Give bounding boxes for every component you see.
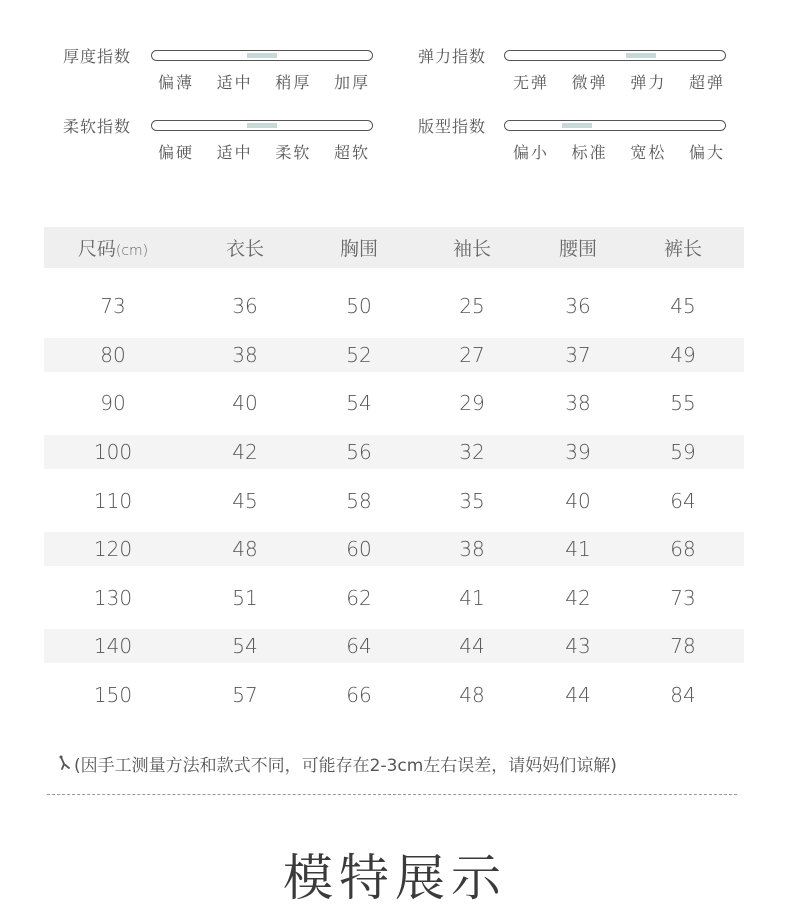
table-cell: 64: [670, 488, 696, 513]
table-cell: 25: [459, 294, 485, 319]
cell-size: 130: [93, 585, 133, 610]
measurement-note: [58, 751, 617, 776]
index-label: 弹力指数: [418, 47, 487, 66]
index-levels: [158, 140, 370, 163]
cell-size: 100: [93, 440, 133, 465]
header-size: [44, 234, 182, 261]
index-label: 厚度指数: [63, 47, 132, 66]
index-softness: [63, 114, 383, 164]
table-cell: 44: [565, 683, 591, 708]
header-col: 袖长: [452, 238, 491, 260]
table-cell: 29: [459, 391, 485, 416]
index-marker: [562, 123, 592, 128]
table-cell: 51: [232, 585, 258, 610]
index-level: 超软: [333, 143, 370, 162]
header-size-unit: (cm): [115, 243, 149, 259]
index-levels: [158, 70, 370, 93]
index-level: 适中: [216, 143, 253, 162]
table-cell: 78: [670, 634, 696, 659]
cell-size: 150: [93, 683, 133, 708]
table-cell: 49: [670, 342, 696, 367]
table-cell: 45: [232, 488, 258, 513]
index-bar: [504, 50, 726, 61]
table-cell: 27: [459, 342, 485, 367]
cell-size: 120: [93, 537, 133, 562]
index-label: 版型指数: [418, 117, 487, 136]
table-cell: 35: [459, 488, 485, 513]
ruler-hand-icon: [58, 755, 74, 776]
index-level: 宽松: [630, 143, 667, 162]
table-row: [44, 629, 744, 663]
index-level: 柔软: [275, 143, 312, 162]
table-cell: 56: [346, 440, 372, 465]
table-cell: 44: [459, 634, 485, 659]
table-row: [44, 435, 744, 469]
table-cell: 52: [346, 342, 372, 367]
index-bar: [151, 50, 373, 61]
table-cell: 54: [346, 391, 372, 416]
index-level: 超弹: [688, 73, 725, 92]
section-title: 模特展示: [283, 849, 507, 907]
table-cell: 41: [565, 537, 591, 562]
index-elasticity: [418, 44, 738, 94]
table-row: [44, 574, 744, 623]
table-cell: 48: [459, 683, 485, 708]
table-cell: 40: [565, 488, 591, 513]
table-cell: 36: [565, 294, 591, 319]
index-levels: [513, 70, 725, 93]
table-row: [44, 476, 744, 525]
index-thickness: [63, 44, 383, 94]
index-levels: [513, 140, 725, 163]
table-cell: 38: [565, 391, 591, 416]
header-col: 衣长: [225, 238, 264, 260]
table-cell: 58: [346, 488, 372, 513]
table-row: [44, 379, 744, 428]
note-text: (因手工测量方法和款式不同，可能存在2-3cm左右误差，请妈妈们谅解): [74, 756, 617, 776]
table-row: [44, 338, 744, 372]
table-cell: 68: [670, 537, 696, 562]
cell-size: 80: [100, 342, 126, 367]
header-col: 腰围: [558, 238, 597, 260]
table-cell: 55: [670, 391, 696, 416]
table-cell: 38: [232, 342, 258, 367]
index-level: 弹力: [630, 73, 667, 92]
table-cell: 36: [232, 294, 258, 319]
cell-size: 140: [93, 634, 133, 659]
table-cell: 60: [346, 537, 372, 562]
index-level: 稍厚: [275, 73, 312, 92]
index-level: 适中: [216, 73, 253, 92]
cell-size: 110: [93, 488, 133, 513]
header-col: 胸围: [339, 238, 378, 260]
table-cell: 50: [346, 294, 372, 319]
table-cell: 32: [459, 440, 485, 465]
table-cell: 37: [565, 342, 591, 367]
table-cell: 57: [232, 683, 258, 708]
index-level: 标准: [571, 143, 608, 162]
table-cell: 62: [346, 585, 372, 610]
cell-size: 90: [100, 391, 126, 416]
table-cell: 38: [459, 537, 485, 562]
table-cell: 42: [232, 440, 258, 465]
table-cell: 42: [565, 585, 591, 610]
cell-size: 73: [100, 294, 126, 319]
table-cell: 84: [670, 683, 696, 708]
table-body: [44, 282, 744, 719]
index-level: 偏硬: [158, 143, 195, 162]
table-cell: 73: [670, 585, 696, 610]
size-table: [44, 227, 744, 719]
header-size-label: 尺码: [77, 238, 116, 260]
index-bar: [504, 120, 726, 131]
index-level: 偏小: [513, 143, 550, 162]
index-marker: [247, 53, 277, 58]
index-level: 偏薄: [158, 73, 195, 92]
table-cell: 40: [232, 391, 258, 416]
table-cell: 48: [232, 537, 258, 562]
table-cell: 39: [565, 440, 591, 465]
table-cell: 43: [565, 634, 591, 659]
table-cell: 64: [346, 634, 372, 659]
index-bar: [151, 120, 373, 131]
index-marker: [626, 53, 656, 58]
table-cell: 66: [346, 683, 372, 708]
index-fit: [418, 114, 738, 164]
table-cell: 45: [670, 294, 696, 319]
table-row: [44, 282, 744, 331]
table-cell: 41: [459, 585, 485, 610]
index-label: 柔软指数: [63, 117, 132, 136]
header-col: 裤长: [663, 238, 702, 260]
table-row: [44, 532, 744, 566]
table-row: [44, 671, 744, 720]
divider: [47, 794, 737, 795]
table-cell: 54: [232, 634, 258, 659]
table-header: [44, 227, 744, 268]
index-level: 加厚: [333, 73, 370, 92]
index-marker: [247, 123, 277, 128]
table-cell: 59: [670, 440, 696, 465]
index-level: 偏大: [688, 143, 725, 162]
index-level: 无弹: [513, 73, 550, 92]
index-level: 微弹: [571, 73, 608, 92]
